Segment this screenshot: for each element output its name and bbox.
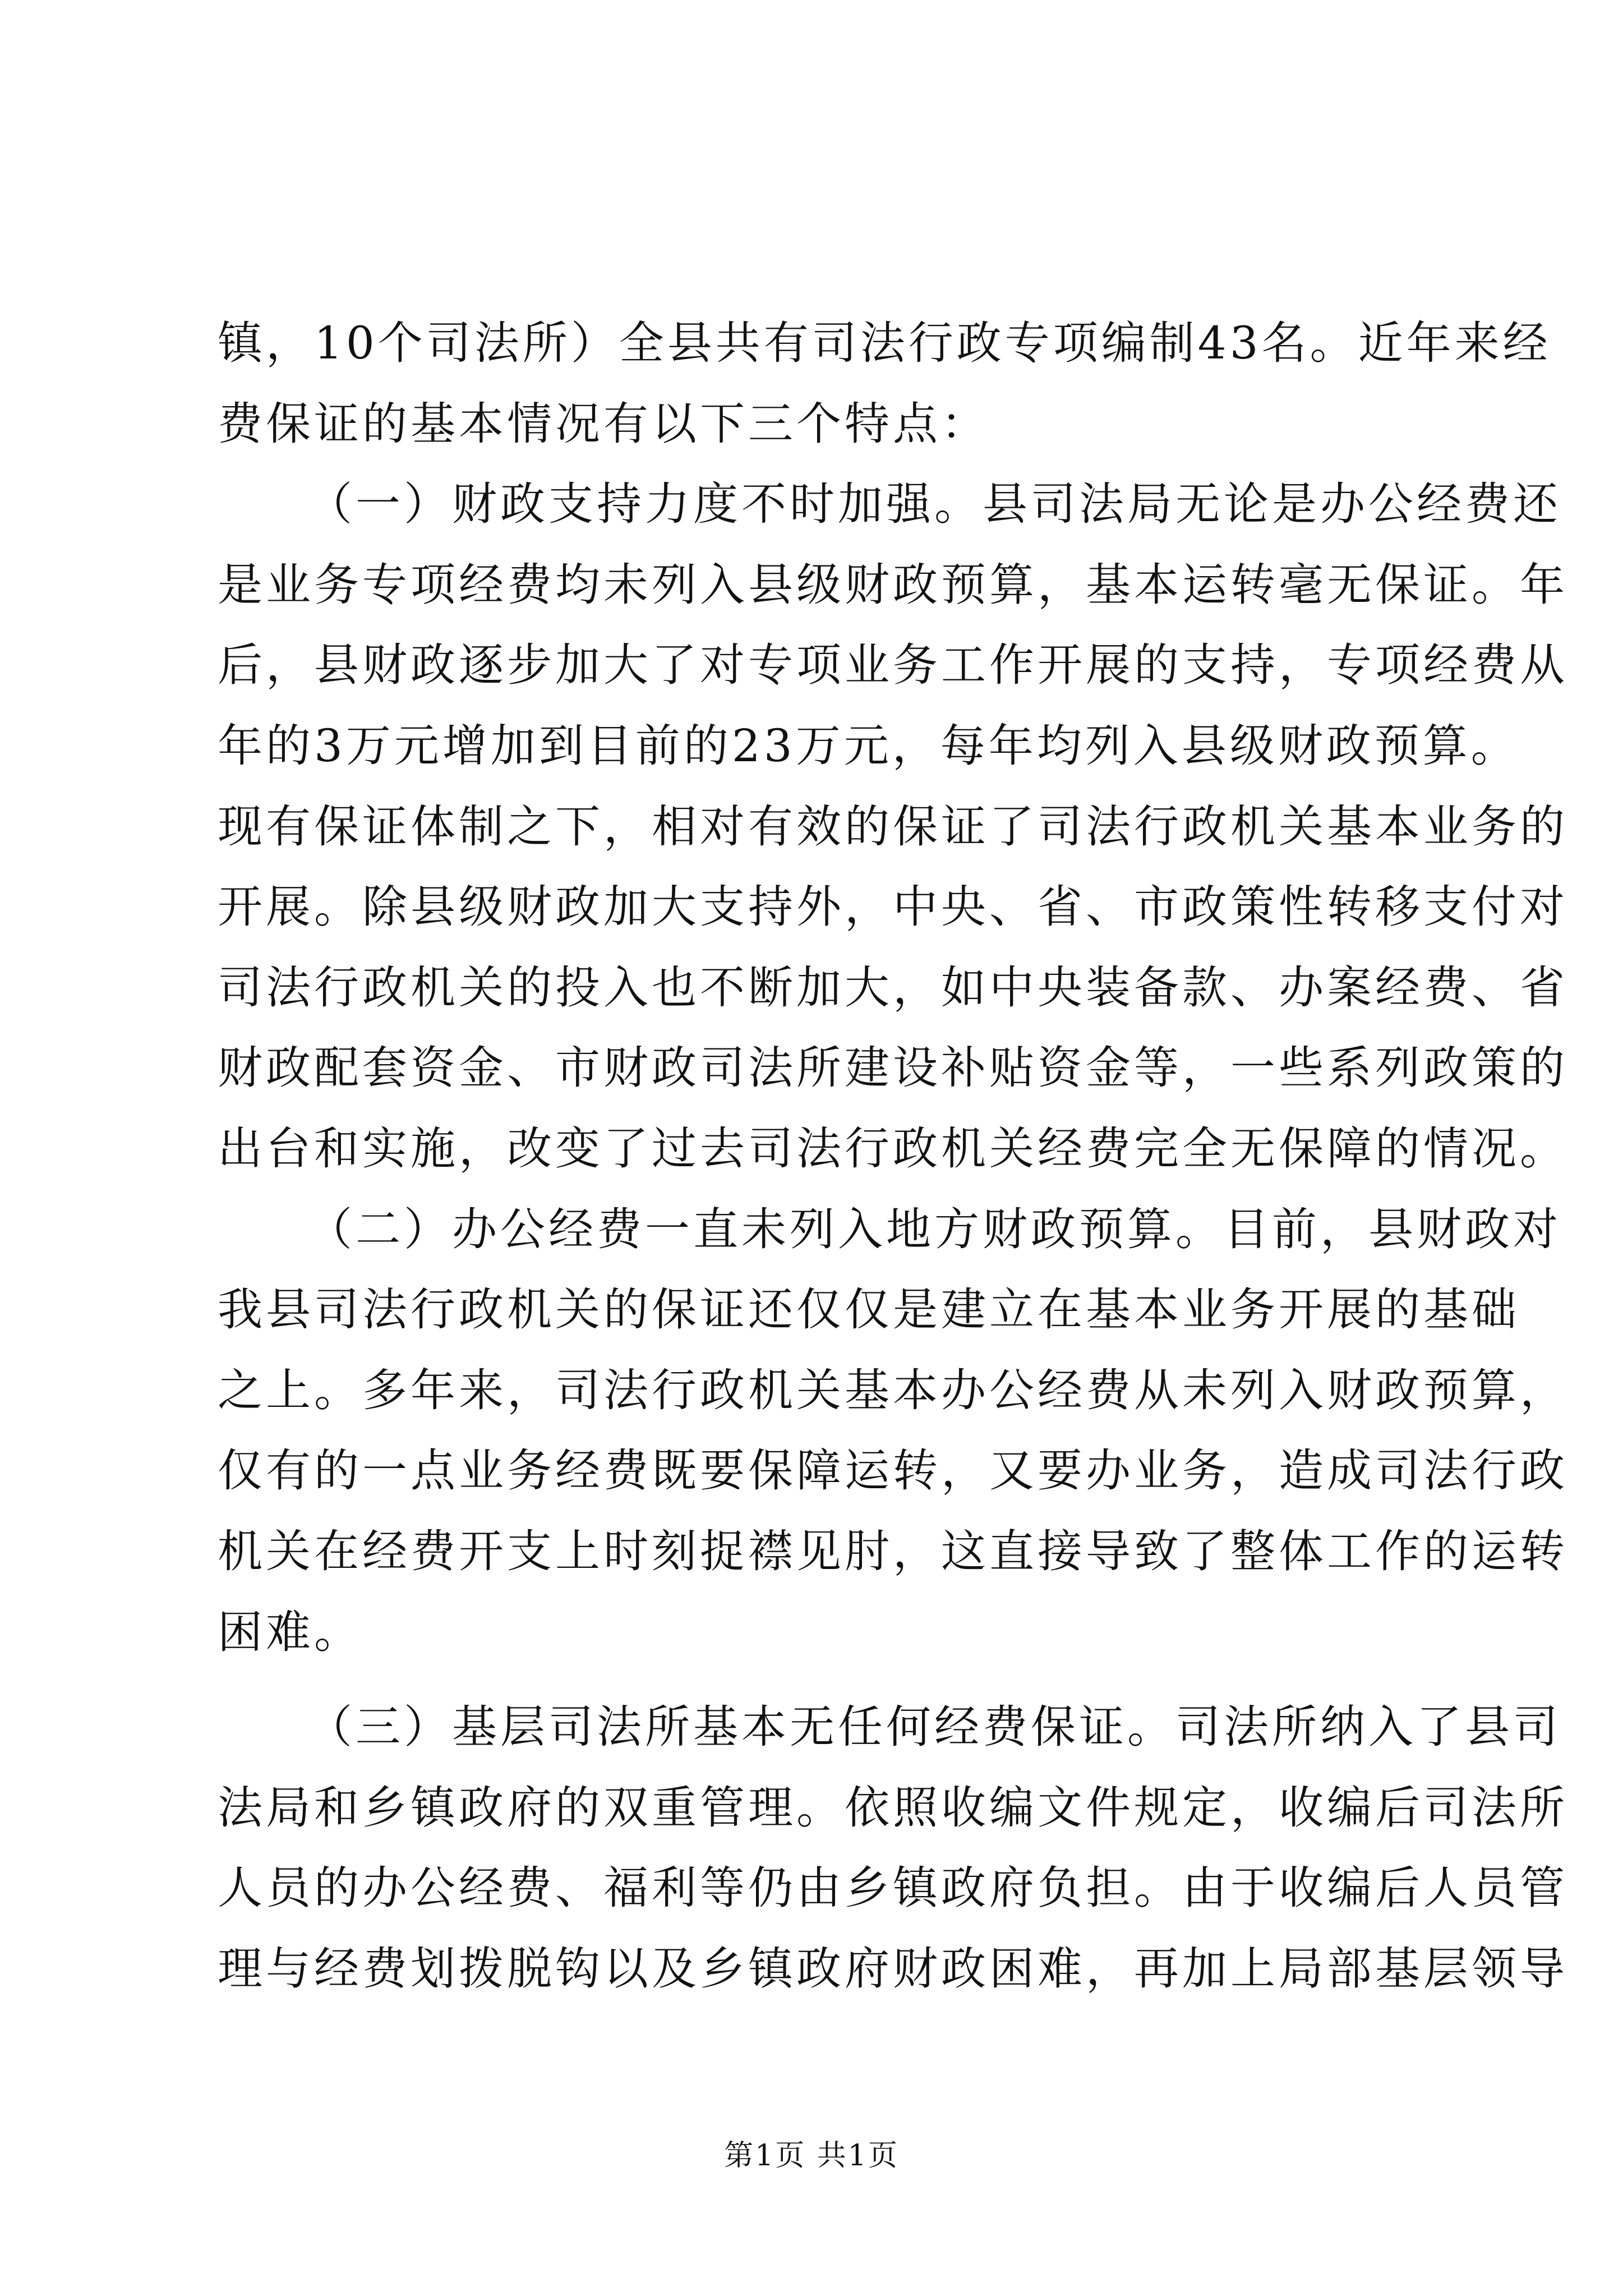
document-body [218,303,1568,2009]
text-line: 困难。 [218,1605,362,1658]
paragraph-heading-1: （一）财政支持力度不时加强。县司法局无论是办公经费还 [307,478,1561,531]
text-line: 年的3万元增加到目前的23万元，每年均列入县级财政预算。 [218,719,1519,772]
paragraph-heading-3: （三）基层司法所基本无任何经费保证。司法所纳入了县司 [307,1701,1561,1754]
text-line: 后，县财政逐步加大了对专项业务工作开展的支持，专项经费从 [218,639,1568,692]
text-line: 理与经费划拨脱钩以及乡镇政府财政困难，再加上局部基层领导 [218,1942,1568,1995]
text-line: 我县司法行政机关的保证还仅仅是建立在基本业务开展的基础 [218,1283,1520,1336]
paragraph-heading-2: （二）办公经费一直未列入地方财政预算。目前，县财政对 [307,1203,1561,1255]
text-line: 之上。多年来，司法行政机关基本办公经费从未列入财政预算， [218,1364,1568,1416]
text-line: 开展。除县级财政加大支持外，中央、省、市政策性转移支付对 [218,881,1568,933]
text-line: 现有保证体制之下，相对有效的保证了司法行政机关基本业务的 [218,800,1568,853]
text-line: 司法行政机关的投入也不断加大，如中央装备款、办案经费、省 [218,961,1568,1014]
text-line: 出台和实施，改变了过去司法行政机关经费完全无保障的情况。 [218,1122,1568,1175]
text-line: 镇，10个司法所）全县共有司法行政专项编制43名。近年来经 [218,317,1551,369]
text-line: 财政配套资金、市财政司法所建设补贴资金等，一些系列政策的 [218,1042,1568,1094]
text-line: 人员的办公经费、福利等仍由乡镇政府负担。由于收编后人员管 [218,1862,1568,1915]
text-line: 费保证的基本情况有以下三个特点： [218,397,989,450]
page-number: 第1页 共1页 [724,2139,899,2173]
page-footer [0,2132,1623,2174]
text-line: 是业务专项经费均未列入县级财政预算，基本运转毫无保证。年 [218,558,1568,611]
text-line: 仅有的一点业务经费既要保障运转，又要办业务，造成司法行政 [218,1444,1568,1497]
text-line: 机关在经费开支上时刻捉襟见肘，这直接导致了整体工作的运转 [218,1525,1568,1577]
text-line: 法局和乡镇政府的双重管理。依照收编文件规定，收编后司法所 [218,1781,1568,1834]
